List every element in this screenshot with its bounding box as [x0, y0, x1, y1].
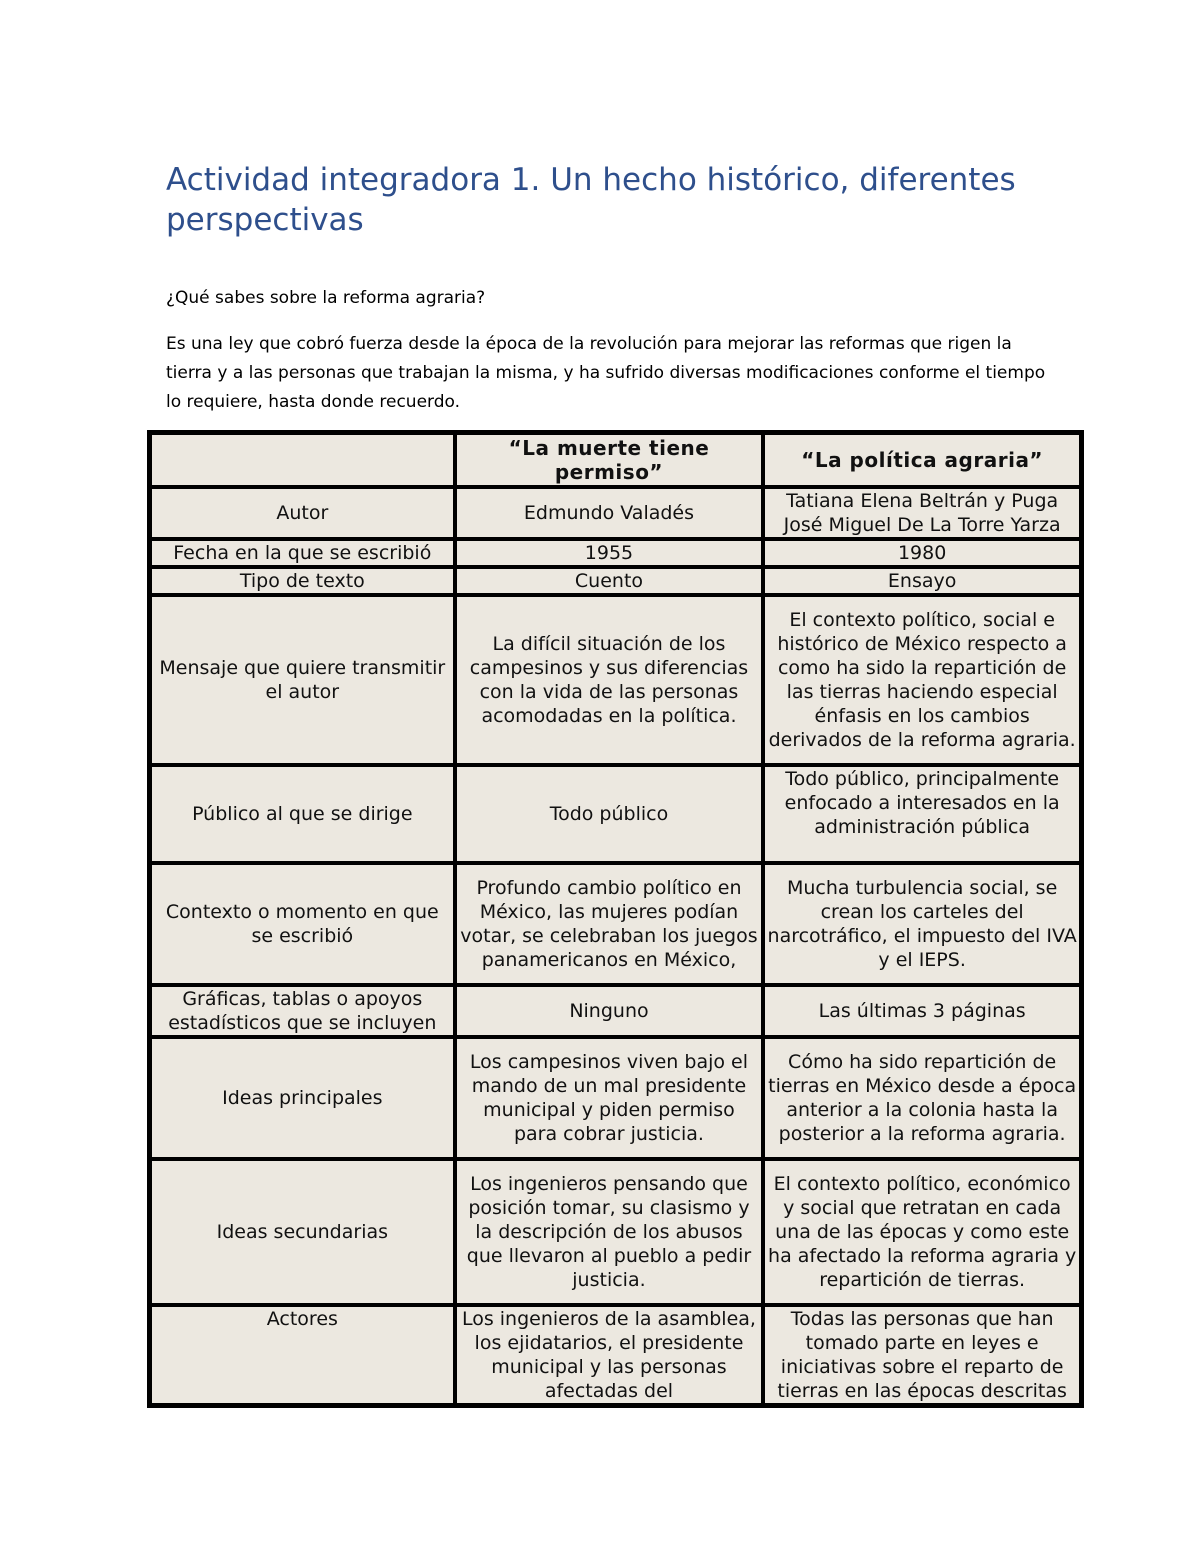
row-label: Fecha en la que se escribió: [150, 539, 455, 567]
cell-text2: Todas las personas que han tomado parte en leyes e iniciativas sobre el reparto de tierras en las épocas descritas: [763, 1305, 1081, 1405]
cell-text1: Los campesinos viven bajo el mando de un mal presidente municipal y piden permiso para cobrar justicia.: [455, 1037, 764, 1159]
cell-text1: La difícil situación de los campesinos y sus diferencias con la vida de las personas acomodadas en la política.: [455, 595, 764, 765]
table-header-row: [150, 433, 1081, 487]
row-label: Actores: [150, 1305, 455, 1405]
table-row: [150, 1037, 1081, 1159]
answer-paragraph: Es una ley que cobró fuerza desde la época de la revolución para mejorar las reformas que rigen la tierra y a las personas que trabajan la misma, y ha sufrido diversas modificaciones conforme el tiempo lo requiere, hasta donde recuerdo.: [166, 334, 1046, 412]
cell-text2: Cómo ha sido repartición de tierras en México desde a época anterior a la colonia hasta la posterior a la reforma agraria.: [763, 1037, 1081, 1159]
cell-text2: Mucha turbulencia social, se crean los carteles del narcotráfico, el impuesto del IVA y el IEPS.: [763, 863, 1081, 985]
cell-text2: 1980: [763, 539, 1081, 567]
table-row: [150, 765, 1081, 863]
header-text2: “La política agraria”: [763, 433, 1081, 487]
cell-text1: Todo público: [455, 765, 764, 863]
cell-text1: Ninguno: [455, 985, 764, 1037]
header-empty-cell: [150, 433, 455, 487]
cell-text2: El contexto político, social e histórico de México respecto a como ha sido la repartición de las tierras haciendo especial énfasis en los cambios derivados de la reforma agraria.: [763, 595, 1081, 765]
cell-text1: Los ingenieros pensando que posición tomar, su clasismo y la descripción de los abusos que llevaron al pueblo a pedir justicia.: [455, 1159, 764, 1305]
table-row: [150, 595, 1081, 765]
document-title: Actividad integradora 1. Un hecho histórico, diferentes perspectivas: [166, 162, 1016, 238]
cell-text1: 1955: [455, 539, 764, 567]
table-row: [150, 487, 1081, 539]
question-text: ¿Qué sabes sobre la reforma agraria?: [166, 288, 486, 308]
row-label: Mensaje que quiere transmitir el autor: [150, 595, 455, 765]
row-label: Ideas secundarias: [150, 1159, 455, 1305]
table-row: [150, 567, 1081, 595]
table-row: [150, 985, 1081, 1037]
table-row: [150, 1159, 1081, 1305]
cell-text1: Edmundo Valadés: [455, 487, 764, 539]
comparison-table: [147, 430, 1084, 1408]
row-label: Gráficas, tablas o apoyos estadísticos que se incluyen: [150, 985, 455, 1037]
row-label: Autor: [150, 487, 455, 539]
cell-text1: Profundo cambio político en México, las mujeres podían votar, se celebraban los juegos panamericanos en México,: [455, 863, 764, 985]
cell-text2: Ensayo: [763, 567, 1081, 595]
row-label: Público al que se dirige: [150, 765, 455, 863]
cell-text2: El contexto político, económico y social que retratan en cada una de las épocas y como este ha afectado la reforma agraria y repartición de tierras.: [763, 1159, 1081, 1305]
cell-text1: Los ingenieros de la asamblea, los ejidatarios, el presidente municipal y las personas afectadas del: [455, 1305, 764, 1405]
table-row: [150, 1305, 1081, 1405]
table-row: [150, 863, 1081, 985]
cell-text2: Las últimas 3 páginas: [763, 985, 1081, 1037]
row-label: Tipo de texto: [150, 567, 455, 595]
cell-text1: Cuento: [455, 567, 764, 595]
cell-text2: Tatiana Elena Beltrán y Puga José Miguel De La Torre Yarza: [763, 487, 1081, 539]
row-label: Contexto o momento en que se escribió: [150, 863, 455, 985]
table-row: [150, 539, 1081, 567]
cell-text2: Todo público, principalmente enfocado a interesados en la administración pública: [763, 765, 1081, 863]
header-text1: “La muerte tiene permiso”: [455, 433, 764, 487]
row-label: Ideas principales: [150, 1037, 455, 1159]
